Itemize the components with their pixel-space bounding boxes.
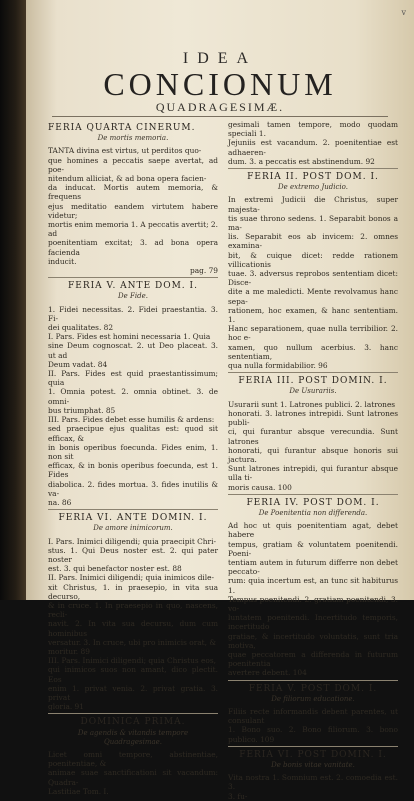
text-line: 3. fu- [228, 791, 248, 801]
text-line: tempus, gratiam & voluntatem poenitendi. Poeni- [228, 539, 398, 558]
text-line: rationem, hoc examen, & hanc sententiam. 1. [228, 305, 398, 325]
text-line: 1. Bono suo. 2. Bono filiorum. 3. bono publico. 109 [228, 725, 398, 744]
text-line: lis. Separabit eos ab invicem: 2. omnes examina- [228, 232, 398, 251]
text-line: III. Pars. Inimici diligendi; quia Christus eos, [48, 656, 216, 666]
text-line: II. Pars. Inimici diligendi; quia inimicos dile- [48, 573, 215, 583]
text-line: Deum vadat. 84 [48, 359, 108, 369]
right-paragraph [228, 773, 398, 801]
text-line: est. 3. qui benefactor noster est. 88 [48, 564, 182, 574]
left-column [48, 120, 218, 796]
text-line: Licet omni tempore, abstinentiae, poenitentiae, & [48, 750, 218, 769]
text-line: animae suae sanctificationi sit vacandum: Quadra- [48, 768, 218, 787]
text-line: moris causa. 100 [228, 482, 292, 492]
text-line: diabolica. 2. fides mortua. 3. fides inutilis & va- [48, 479, 218, 498]
right-paragraph [228, 707, 398, 744]
text-line: tentiam autem in futurum differre non debet peccato- [228, 557, 398, 577]
left-section-rule [48, 713, 218, 714]
text-line: que homines a peccatis saepe avertat, ad poe- [48, 155, 218, 174]
text-line: gloria. 91 [48, 702, 84, 712]
text-line: qua nulla formidabilior. 96 [228, 361, 328, 371]
left-section-subtitle: De Fide. [118, 292, 148, 301]
text-line: & in cruce. 1. In praesepio in quo, nascens, recli- [48, 600, 218, 620]
text-line: navit. 2. In vita sua decursu, dum cum hominibus [48, 619, 218, 638]
text-line: bit, & cuique dicet: redde rationem villicationis [228, 250, 398, 269]
right-section-rule [228, 680, 398, 681]
right-section-rule [228, 168, 398, 169]
text-line: avertere debent. 104 [228, 668, 307, 678]
left-section-rule [48, 509, 218, 510]
text-line: gratiae, & incertitudo voluntatis, sunt tria motiva, [228, 631, 398, 650]
text-line: poenitentiam excitat; 3. ad bona opera facienda [48, 238, 218, 257]
text-line: 1. Fidei necessitas. 2. Fidei praestantia. 3. Fi- [48, 304, 218, 323]
text-line: III. Pars. Fides debet esse humilis & ardens: [48, 415, 215, 425]
left-paragraph [48, 305, 218, 507]
left-section-heading: FERIA V. ANTE DOM. I. [68, 281, 198, 292]
page-number: v [401, 8, 406, 17]
text-line: dei qualitates. 82 [48, 323, 114, 333]
text-line: honorati. 3. latrones intrepidi. Sunt latrones publi- [228, 408, 398, 428]
text-line: Lastitiae Tom. I. [48, 786, 109, 796]
text-line: xamen, quo nullum acerbius. 3. hanc sententiam, [228, 342, 398, 361]
text-line: versatur. 3. In cruce, ubi pro inimicis orat, & [48, 637, 216, 647]
right-paragraph [228, 120, 398, 166]
text-line: Filiis recte informandis debent parentes, ut consulant [228, 706, 398, 726]
text-line: luntatem poenitendi. Incertitudo temporis, incertitudo [228, 613, 398, 632]
text-line: na. 86 [48, 497, 72, 507]
left-section-rule [48, 277, 218, 278]
text-line: in bonis operibus foecunda. Fides enim, 1. non sit [48, 442, 218, 461]
text-line: Vita nostra 1. Somnium est. 2. comoedia est. 3. [228, 773, 398, 792]
page-title-line-1: IDEA [182, 50, 258, 67]
text-line: tis suae throno sedens. 1. Separabit bonos a ma- [228, 213, 398, 233]
left-section-subtitle: De mortis memoria. [97, 134, 169, 143]
left-section-subtitle: De agendis & vitandis tempore Quadragesimae. [77, 728, 189, 746]
text-line: sine Deum cognoscat. 2. ut Deo placeat. 3. ut ad [48, 341, 218, 360]
right-section-heading: FERIA VI. POST DOMIN. I. [239, 749, 387, 760]
right-section-subtitle: De filiorum educatione. [271, 694, 355, 703]
right-column [228, 120, 398, 801]
right-paragraph [228, 521, 398, 677]
text-line: II. Pars. Fides est quid praestantissimum; quia [48, 369, 218, 388]
text-line: Sunt latrones intrepidi, qui furantur absque ulla ti- [228, 464, 398, 483]
text-line: sed praecipue ejus qualitas est: quod sit efficax, & [48, 424, 218, 443]
book-page [26, 0, 414, 801]
page-reference: pag. 79 [190, 266, 218, 276]
text-line: dite a me maledicti. Mente revolvamus hanc sepa- [228, 287, 398, 306]
text-line: tuae. 3. adversus reprobos sententiam dicet: Disce- [228, 269, 398, 288]
right-section-subtitle: De Usurariis. [289, 387, 337, 396]
text-line: ci, qui furantur absque verecundia. Sunt latrones [228, 427, 398, 446]
text-line: stus. 1. Qui Deus noster est. 2. qui pater noster [48, 545, 218, 564]
text-line: TANTA divina est virtus, ut perditos quo- [48, 146, 202, 156]
text-line: mortis enim memoria 1. A peccatis avertit; 2. ad [48, 220, 218, 239]
page-title-line-3: QUADRAGESIMÆ. [155, 100, 285, 114]
right-section-rule [228, 494, 398, 495]
text-line: quae peccatorem a differenda in futurum poenitentia [228, 649, 398, 669]
right-section-subtitle: De extremo Judicio. [278, 183, 348, 192]
right-section-rule [228, 372, 398, 373]
book-spine-shadow [0, 0, 28, 600]
left-section-heading: FERIA QUARTA CINERUM. [48, 123, 196, 133]
text-line: honorati, qui furantur absque honoris sui jactura. [228, 445, 398, 464]
text-line: ejus meditatio eandem virtutem habere videtur; [48, 201, 218, 220]
text-line: inducit. [48, 256, 77, 266]
left-paragraph [48, 750, 218, 796]
left-section-heading: FERIA VI. ANTE DOMIN. I. [58, 513, 208, 524]
text-line: rum: quia incertum est, an tunc sit habiturus 1. [228, 576, 398, 595]
text-line: efficax, & in bonis operibus foecunda, est 1. Fides [48, 461, 218, 480]
right-section-heading: FERIA V. POST DOM. I. [248, 683, 378, 694]
text-line: nitendum alliciat, & ad bona opera facien- [48, 174, 207, 184]
right-section-subtitle: De bonis vitae vanitate. [271, 761, 355, 769]
text-line: da inducat. Mortis autem memoria, & frequens [48, 183, 218, 202]
right-paragraph [228, 400, 398, 492]
text-line: enim 1. privat venia. 2. privat gratia. 3. privat [48, 683, 218, 702]
text-line: Hanc separationem, quae nulla terribilior. 2. hoc e- [228, 324, 398, 343]
left-paragraph [48, 146, 218, 275]
page-title-line-2: CONCIONUM [103, 66, 337, 102]
right-section-subtitle: De Poenitentia non differenda. [258, 508, 368, 517]
left-section-heading: DOMINICA PRIMA. [80, 717, 186, 728]
right-section-heading: FERIA III. POST DOMIN. I. [238, 376, 388, 387]
right-section-heading: FERIA IV. POST DOM. I. [246, 497, 380, 508]
right-section-rule [228, 746, 398, 747]
text-line: I. Pars. Inimici diligendi; quia praecipit Chri- [48, 536, 216, 546]
text-line: xit Christus, 1. in praesepio, in vita sua decurso, [48, 582, 218, 601]
text-line: gesimali tamen tempore, modo quodam speciali 1. [228, 120, 398, 139]
text-line: dum. 3. a peccatis est abstinendum. 92 [228, 156, 375, 166]
left-paragraph [48, 537, 218, 712]
text-line: qui inimicos suos non amant, dico plectit. Eos [48, 665, 218, 684]
text-line: In extremi Judicii die Christus, super majesta- [228, 195, 398, 214]
right-paragraph [228, 195, 398, 370]
text-line: bus triumphat. 85 [48, 405, 116, 415]
text-line: Usurarii sunt 1. Latrones publici. 2. latrones [228, 399, 396, 409]
right-section-heading: FERIA II. POST DOM. I. [247, 172, 379, 183]
text-line: Jejuniis est vacandum. 2. poenitentiae est adhaeren- [228, 138, 398, 157]
text-line: Tempus poenitendi. 2. gratiam poenitendi, 3. vo- [228, 594, 398, 613]
text-line: 1. Omnia potest. 2. omnia obtinet. 3. de omni- [48, 387, 218, 406]
title-divider [52, 116, 388, 117]
left-section-subtitle: De amore inimicorum. [93, 524, 173, 533]
text-line: moritur. 89 [48, 646, 90, 656]
text-line: I. Pars. Fides est homini necessaria 1. Quia [48, 332, 211, 342]
text-line: Ad hoc ut quis poenitentiam agat, debet habere [228, 521, 398, 540]
